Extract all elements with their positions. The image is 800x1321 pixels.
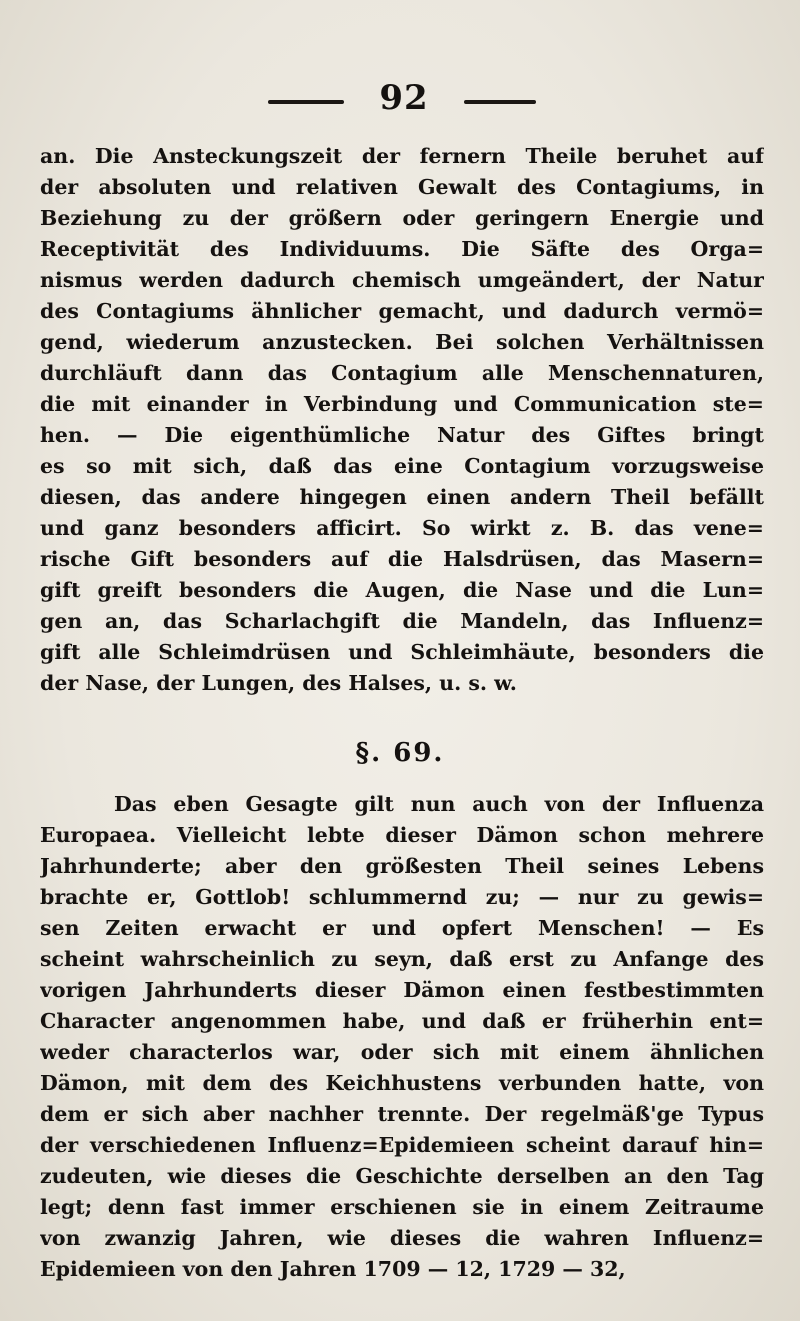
text-line: von zwanzig Jahren, wie dieses die wahren Influenz= — [40, 1226, 764, 1250]
text-line: sen Zeiten erwacht er und opfert Menschen! — Es — [40, 916, 764, 940]
text-line: weder characterlos war, oder sich mit einem ähnlichen — [40, 1040, 764, 1064]
text-line: scheint wahrscheinlich zu seyn, daß erst zu Anfange des — [40, 947, 764, 971]
text-line: vorigen Jahrhunderts dieser Dämon einen festbestimmten — [40, 978, 764, 1002]
text-line: Jahrhunderte; aber den größesten Theil seines Lebens — [40, 854, 764, 878]
text-line: nismus werden dadurch chemisch umgeändert, der Natur — [40, 268, 764, 292]
text-line: des Contagiums ähnlicher gemacht, und dadurch vermö= — [40, 299, 764, 323]
header-rule-right — [464, 100, 536, 104]
text-line: gift alle Schleimdrüsen und Schleimhäute, besonders die — [40, 640, 764, 664]
text-line: gend, wiederum anzustecken. Bei solchen Verhältnissen — [40, 330, 764, 354]
text-line: Beziehung zu der größern oder geringern Energie und — [40, 206, 764, 230]
text-line: die mit einander in Verbindung und Communication ste= — [40, 392, 764, 416]
text-line: legt; denn fast immer erschienen sie in einem Zeitraume — [40, 1195, 764, 1219]
text-line: Dämon, mit dem des Keichhustens verbunden hatte, von — [40, 1071, 764, 1095]
text-line: der absoluten und relativen Gewalt des Contagiums, in — [40, 175, 764, 199]
page-number: 92 — [379, 78, 429, 118]
text-line: Europaea. Vielleicht lebte dieser Dämon schon mehrere — [40, 823, 764, 847]
text-line: gen an, das Scharlachgift die Mandeln, das Influenz= — [40, 609, 764, 633]
text-line: es so mit sich, daß das eine Contagium vorzugsweise — [40, 454, 764, 478]
text-line: gift greift besonders die Augen, die Nase und die Lun= — [40, 578, 764, 602]
section-heading: §. 69. — [355, 738, 445, 768]
text-line: diesen, das andere hingegen einen andern Theil befällt — [40, 485, 764, 509]
header-rule-left — [268, 100, 344, 104]
text-line: hen. — Die eigenthümliche Natur des Giftes bringt — [40, 423, 764, 447]
text-line: Epidemieen von den Jahren 1709 — 12, 1729 — 32, — [40, 1257, 626, 1281]
text-line: Character angenommen habe, und daß er früherhin ent= — [40, 1009, 764, 1033]
text-line: der verschiedenen Influenz=Epidemieen scheint darauf hin= — [40, 1133, 764, 1157]
page-header — [0, 78, 800, 128]
text-line: der Nase, der Lungen, des Halses, u. s. w. — [40, 671, 517, 695]
text-line: brachte er, Gottlob! schlummernd zu; — nur zu gewis= — [40, 885, 764, 909]
paragraph-1 — [40, 141, 764, 699]
text-line: Das eben Gesagte gilt nun auch von der Influenza — [114, 792, 764, 816]
text-line: zudeuten, wie dieses die Geschichte derselben an den Tag — [40, 1164, 764, 1188]
text-line: Receptivität des Individuums. Die Säfte des Orga= — [40, 237, 764, 261]
text-line: und ganz besonders afficirt. So wirkt z. B. das vene= — [40, 516, 764, 540]
paragraph-2 — [40, 789, 764, 1285]
text-line: durchläuft dann das Contagium alle Menschennaturen, — [40, 361, 764, 385]
text-line: dem er sich aber nachher trennte. Der regelmäß'ge Typus — [40, 1102, 764, 1126]
text-line: rische Gift besonders auf die Halsdrüsen, das Masern= — [40, 547, 764, 571]
text-line: an. Die Ansteckungszeit der fernern Theile beruhet auf — [40, 144, 764, 168]
